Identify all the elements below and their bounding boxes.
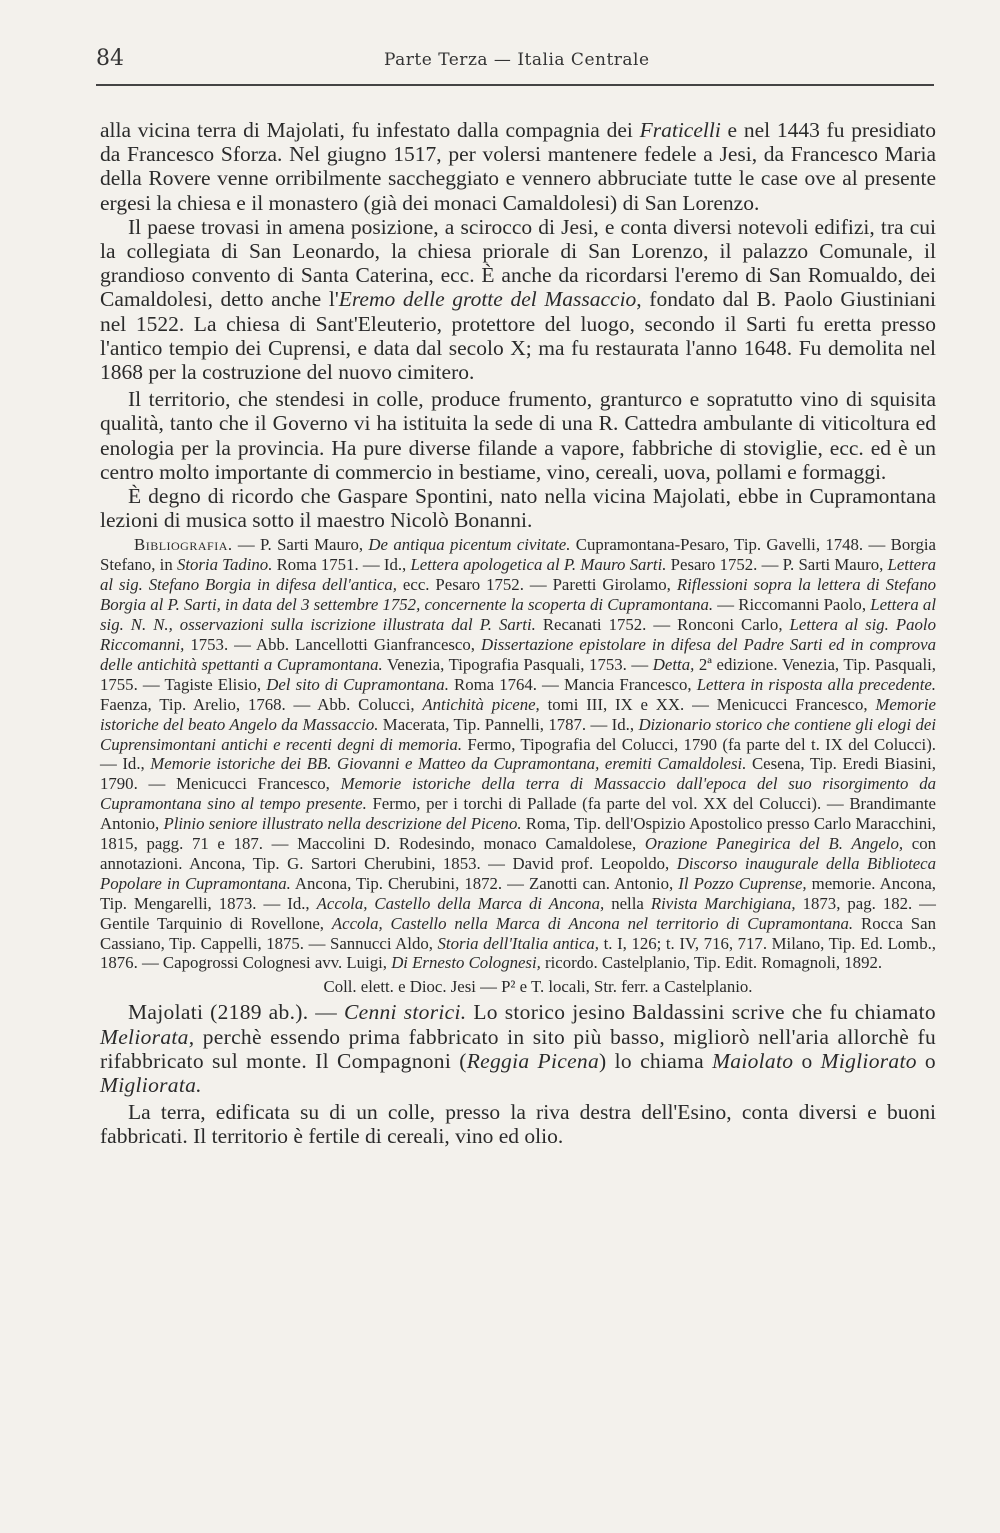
text-run: memorie. Ancona, Tip. Mengarelli, 1873. — Id.,: [100, 873, 936, 913]
text-run: Ancona, Tip. Cherubini, 1872. — Zanotti can. Antonio,: [290, 873, 679, 893]
italic-text-run: Il Pozzo Cuprense,: [678, 873, 807, 893]
page-number: 84: [96, 46, 124, 71]
text-run: È degno di ricordo che Gaspare Spontini, nato nella vicina Majolati, ebbe in Cupramontana lezioni di musica sotto il maestro Nicolò Bonanni.: [100, 484, 936, 533]
text-run: o: [916, 1048, 936, 1073]
text-run: Pesaro 1752. — P. Sarti Mauro,: [666, 555, 888, 575]
italic-text-run: Antichità picene,: [422, 694, 540, 714]
text-run: La terra, edificata su di un colle, presso la riva destra dell'Esino, conta diversi e buoni fabbricati. Il territorio è fertile di cereali, vino ed olio.: [100, 1100, 936, 1149]
text-run: tomi III, IX e XX. — Menicucci Francesco,: [539, 694, 876, 714]
cupramontana-paragraph-1: [100, 118, 936, 215]
running-header: [96, 44, 934, 86]
text-run: con annotazioni. Ancona, Tip. G. Sartori Cherubini, 1853. — David prof. Leopoldo,: [100, 834, 936, 873]
text-run: perchè essendo prima fabbricato in sito più basso, migliorò nell'aria allorchè fu rifabbricato sul monte. Il Compagnoni (: [100, 1024, 936, 1073]
italic-text-run: Fraticelli: [639, 118, 721, 142]
italic-text-run: Accola, Castello della Marca di Ancona,: [316, 893, 605, 913]
text-run: Faenza, Tip. Arelio, 1768. — Abb. Colucci,: [100, 694, 423, 714]
text-run: Macerata, Tip. Pannelli, 1787. — Id.,: [378, 714, 639, 734]
text-run: ) lo chiama: [599, 1048, 713, 1073]
text-run: Cupramontana-Pesaro, Tip. Gavelli, 1748. — Borgia Stefano, in: [100, 535, 936, 575]
text-run: t. I, 126; t. IV, 716, 717. Milano, Tip. Ed. Lomb., 1876. — Capogrossi Colognesi avv. Luigi,: [100, 933, 937, 973]
cupramontana-paragraph-3: [100, 387, 936, 484]
italic-text-run: Lettera al sig. N. N., osservazioni sulla iscrizione illustrata dal P. Sarti.: [100, 595, 936, 635]
italic-text-run: Eremo delle grotte del Massaccio: [338, 287, 637, 312]
text-run: Roma, Tip. dell'Ospizio Apostolico presso Carlo Maracchini, 1815, pagg. 71 e 187. — Maccolini D. Rodesindo, monaco Camaldolese,: [100, 814, 936, 854]
text-run: — P. Sarti Mauro,: [232, 535, 369, 555]
majolati-paragraph-2: [100, 1100, 936, 1148]
text-run: — Riccomanni Paolo,: [713, 595, 871, 615]
italic-text-run: Detta,: [652, 654, 695, 674]
text-run: nella: [604, 893, 651, 913]
text-run: ricordo. Castelplanio, Tip. Edit. Romagnoli, 1892.: [540, 953, 883, 973]
text-body: [100, 118, 936, 1149]
running-title: Parte Terza — Italia Centrale: [384, 50, 650, 70]
text-run: o: [793, 1048, 821, 1073]
text-run: Majolati (2189 ab.). —: [128, 1000, 344, 1025]
italic-text-run: Discorso inaugurale della Biblioteca Popolare in Cupramontana.: [100, 853, 937, 893]
italic-text-run: Rivista Marchigiana,: [650, 893, 796, 913]
italic-text-run: Maiolato: [712, 1048, 794, 1073]
italic-text-run: Accola, Castello nella Marca di Ancona nel territorio di Cupramontana.: [331, 913, 854, 933]
text-run: alla vicina terra di Majolati, fu infestato dalla compagnia dei: [100, 118, 640, 142]
italic-text-run: Dissertazione epistolare in difesa del Padre Sarti ed in comprova delle antichità spettanti a Cupramontana.: [100, 634, 936, 674]
electoral-college-note: Coll. elett. e Dioc. Jesi — P² e T. locali, Str. ferr. a Castelplanio.: [323, 977, 753, 997]
italic-text-run: Plinio seniore illustrato nella descrizione del Piceno.: [163, 814, 522, 834]
text-run: Rocca San Cassiano, Tip. Cappelli, 1875. — Sannucci Aldo,: [100, 913, 936, 953]
italic-text-run: Dizionario storico che contiene gli elogi dei Cuprensimontani antichi e recenti degni di memoria.: [100, 714, 936, 754]
italic-text-run: Di Ernesto Colognesi,: [391, 953, 541, 973]
text-run: Fermo, per i torchi di Pallade (fa parte del vol. XX del Colucci). — Brandimante Antonio,: [100, 794, 936, 834]
text-run: Venezia, Tipografia Pasquali, 1753. —: [382, 654, 653, 674]
text-run: Bibliografia.: [134, 535, 233, 555]
italic-text-run: Lettera al sig. Stefano Borgia in difesa dell'antica,: [100, 555, 936, 595]
bibliography: [100, 535, 936, 973]
italic-text-run: Meliorata,: [100, 1024, 195, 1049]
text-run: Recanati 1752. — Ronconi Carlo,: [535, 615, 790, 635]
text-run: Lo storico jesino Baldassini scrive che fu chiamato: [466, 1000, 936, 1025]
text-run: Il territorio, che stendesi in colle, produce frumento, granturco e sopratutto vino di squisita qualità, tanto che il Governo vi ha istituita la sede di una R. Cattedra ambulante di viticoltura ed enologia per la provincia. Ha pure diverse filande a vapore, fabbriche di stoviglie, ecc. ed è un centro molto importante di commercio in bestiame, vino, cereali, uova, pollami e formaggi.: [100, 387, 936, 484]
text-run: ecc. Pesaro 1752. — Paretti Girolamo,: [396, 575, 677, 595]
text-run: Roma 1764. — Mancia Francesco,: [448, 674, 697, 694]
italic-text-run: Reggia Picena: [466, 1048, 600, 1073]
text-run: Roma 1751. — Id.,: [272, 555, 411, 575]
italic-text-run: Lettera al sig. Paolo Riccomanni,: [100, 615, 936, 654]
text-run: Fermo, Tipografia del Colucci, 1790 (fa parte del t. IX del Colucci). — Id.,: [100, 734, 936, 774]
italic-text-run: Cenni storici.: [343, 1000, 467, 1025]
italic-text-run: Migliorata.: [100, 1073, 202, 1097]
italic-text-run: De antiqua picentum civitate.: [368, 535, 571, 555]
italic-text-run: Orazione Panegirica del B. Angelo,: [644, 834, 904, 854]
cupramontana-paragraph-4: [100, 484, 936, 532]
italic-text-run: Del sito di Cupramontana.: [266, 674, 449, 694]
italic-text-run: Lettera apologetica al P. Mauro Sarti.: [410, 555, 667, 575]
text-run: 2ª edizione. Venezia, Tip. Pasquali, 1755. — Tagiste Elisio,: [100, 654, 936, 694]
text-run: Cesena, Tip. Eredi Biasini, 1790. — Menicucci Francesco,: [100, 754, 936, 794]
italic-text-run: Storia dell'Italia antica,: [437, 933, 600, 953]
italic-text-run: Memorie istoriche del beato Angelo da Massaccio.: [100, 694, 936, 734]
italic-text-run: Riflessioni sopra la lettera di Stefano Borgia al P. Sarti, in data del 3 settembre 1752, concernente la scoperta di Cupramontana.: [100, 575, 936, 615]
italic-text-run: Memorie istoriche dei BB. Giovanni e Matteo da Cupramontana, eremiti Camaldolesi.: [150, 754, 747, 774]
text-run: 1873, pag. 182. — Gentile Tarquinio di Rovellone,: [100, 893, 936, 933]
text-run: e nel 1443 fu presidiato da Francesco Sforza. Nel giugno 1517, per volersi mantenere fedele a Jesi, da Francesco Maria della Rovere venne orribilmente saccheggiato e vennero abbruciate tutte le case ove al presente ergesi la chiesa e il monastero (già dei monaci Camaldolesi) di San Lorenzo.: [100, 118, 936, 215]
italic-text-run: Lettera in risposta alla precedente.: [696, 674, 936, 694]
italic-text-run: Migliorato: [820, 1048, 917, 1073]
italic-text-run: Storia Tadino.: [176, 555, 273, 575]
cupramontana-paragraph-2: [100, 215, 936, 384]
text-run: Il paese trovasi in amena posizione, a scirocco di Jesi, e conta diversi notevoli edifizi, tra cui la collegiata di San Leonardo, la chiesa priorale di San Lorenzo, il palazzo Comunale, il grandioso convento di Santa Caterina, ecc. È anche da ricordarsi l'eremo di San Romualdo, dei Camaldolesi, detto anche l': [100, 214, 936, 312]
majolati-paragraph-1: [100, 1000, 936, 1097]
text-run: , fondato dal B. Paolo Giustiniani nel 1522. La chiesa di Sant'Eleuterio, protettore del luogo, secondo il Sarti fu eretta presso l'antico tempio dei Cuprensi, e data dal secolo X; ma fu restaurata l'anno 1648. Fu demolita nel 1868 per la costruzione del nuovo cimitero.: [100, 287, 936, 385]
italic-text-run: Memorie istoriche della terra di Massaccio dall'epoca del suo risorgimento da Cupramontana sino al tempo presente.: [100, 774, 936, 814]
text-run: 1753. — Abb. Lancellotti Gianfrancesco,: [184, 634, 481, 654]
